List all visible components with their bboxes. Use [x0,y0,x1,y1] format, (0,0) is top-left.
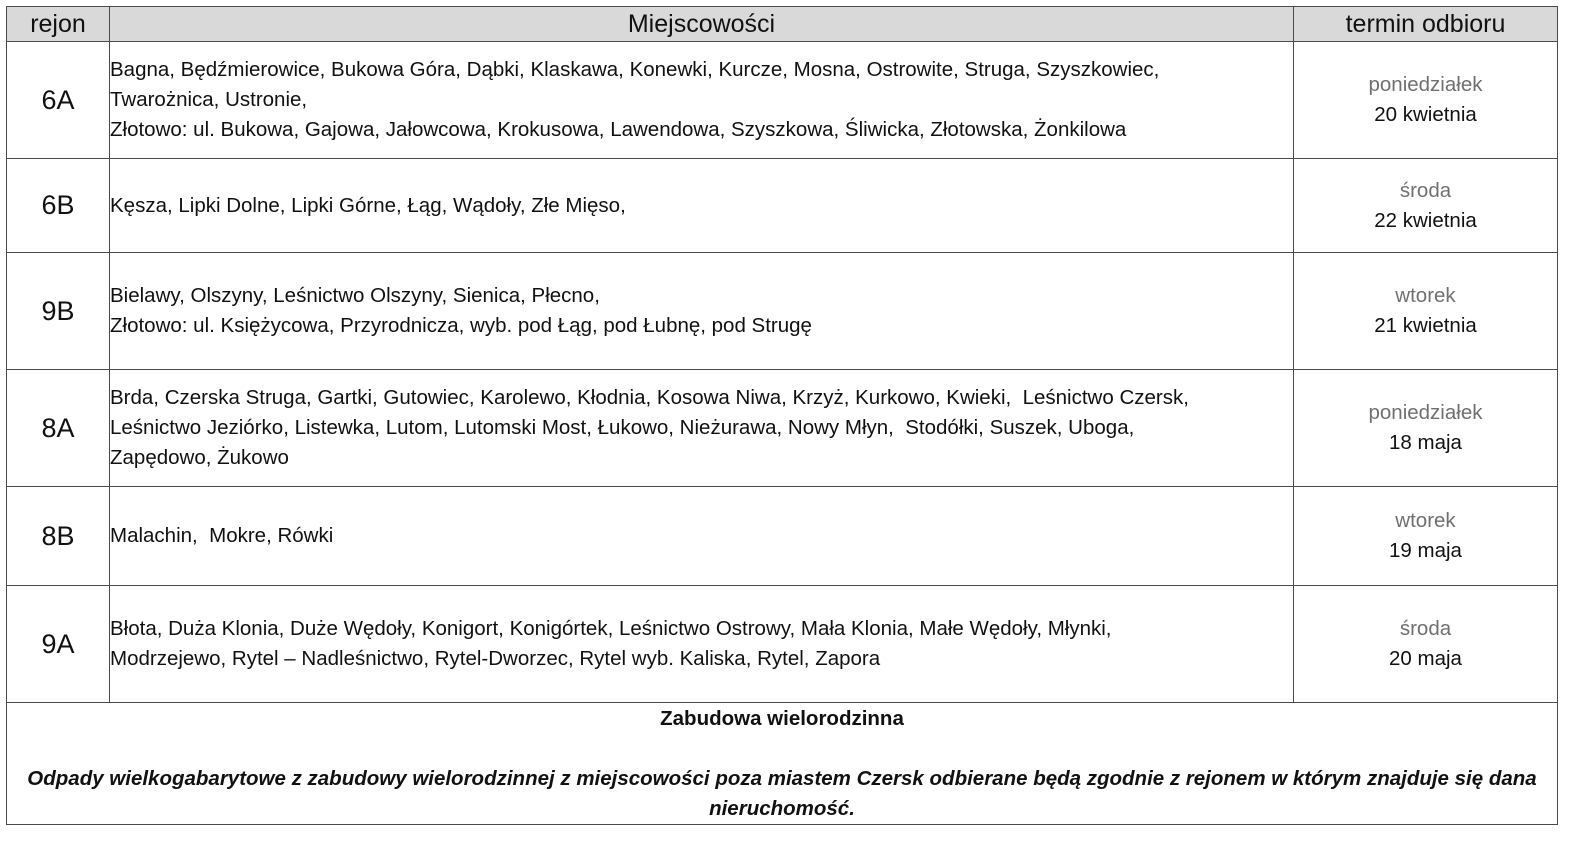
region-cell: 9A [7,586,110,703]
pickup-day: środa [1399,617,1452,640]
region-column-header: rejon [7,7,110,42]
places-line: Złotowo: ul. Bukowa, Gajowa, Jałowcowa, Krokusowa, Lawendowa, Szyszkowa, Śliwicka, Złotowska, Żonkilowa [110,118,1127,141]
pickup-schedule-table [6,6,1558,825]
places-line: Złotowo: ul. Księżycowa, Przyrodnicza, wyb. pod Łąg, pod Łubnę, pod Strugę [110,314,812,337]
region-cell: 8A [7,370,110,487]
places-cell [110,253,1294,370]
pickup-date: 21 kwietnia [1374,314,1477,337]
term-cell [1294,42,1558,159]
note-title: Zabudowa wielorodzinna [660,707,904,730]
term-column-header: termin odbioru [1294,7,1558,42]
pickup-date: 20 maja [1389,647,1462,670]
places-line: Błota, Duża Klonia, Duże Wędoły, Konigort, Konigórtek, Leśnictwo Ostrowy, Mała Klonia, Małe Wędoły, Młynki, [110,617,1112,640]
note-body: Odpady wielkogabarytowe z zabudowy wielorodzinnej z miejscowości poza miastem Czersk odbierane będą zgodnie z rejonem w którym znajduje się dana nieruchomość. [27,767,1537,820]
pickup-date: 20 kwietnia [1374,103,1477,126]
places-line: Modrzejewo, Rytel – Nadleśnictwo, Rytel-Dworzec, Rytel wyb. Kaliska, Rytel, Zapora [110,647,881,670]
pickup-date: 22 kwietnia [1374,208,1477,232]
table-row [7,370,1558,487]
header-row [7,7,1558,42]
pickup-day: poniedziałek [1368,73,1483,96]
pickup-day: wtorek [1395,509,1456,532]
places-cell [110,586,1294,703]
term-cell [1294,586,1558,703]
pickup-day: poniedziałek [1368,401,1483,424]
term-cell [1294,159,1558,253]
places-line: Malachin, Mokre, Rówki [110,524,334,547]
places-line: Bielawy, Olszyny, Leśnictwo Olszyny, Sienica, Płecno, [110,284,600,307]
places-line: Twarożnica, Ustronie, [110,88,308,111]
term-cell [1294,370,1558,487]
table-row [7,253,1558,370]
pickup-day: środa [1399,178,1452,202]
pickup-date: 19 maja [1389,539,1462,562]
table-row [7,42,1558,159]
places-cell [110,487,1294,586]
places-cell [110,159,1294,253]
places-cell [110,42,1294,159]
note-cell [7,703,1558,825]
table-row [7,586,1558,703]
region-cell: 6B [7,159,110,253]
pickup-date: 18 maja [1389,431,1462,454]
region-cell: 9B [7,253,110,370]
places-line: Kęsza, Lipki Dolne, Lipki Górne, Łąg, Wądoły, Złe Mięso, [110,193,626,217]
places-line: Zapędowo, Żukowo [110,446,289,469]
places-line: Leśnictwo Jeziórko, Listewka, Lutom, Lutomski Most, Łukowo, Nieżurawa, Nowy Młyn, Stodółki, Suszek, Uboga, [110,416,1135,439]
note-row [7,703,1558,825]
term-cell [1294,253,1558,370]
places-cell [110,370,1294,487]
table-row [7,487,1558,586]
places-column-header: Miejscowości [110,7,1294,42]
region-cell: 6A [7,42,110,159]
pickup-day: wtorek [1395,284,1456,307]
term-cell [1294,487,1558,586]
places-line: Bagna, Będźmierowice, Bukowa Góra, Dąbki, Klaskawa, Konewki, Kurcze, Mosna, Ostrowite, Struga, Szyszkowiec, [110,58,1160,81]
region-cell: 8B [7,487,110,586]
table-row [7,159,1558,253]
places-line: Brda, Czerska Struga, Gartki, Gutowiec, Karolewo, Kłodnia, Kosowa Niwa, Krzyż, Kurkowo, Kwieki, Leśnictwo Czersk, [110,386,1189,409]
